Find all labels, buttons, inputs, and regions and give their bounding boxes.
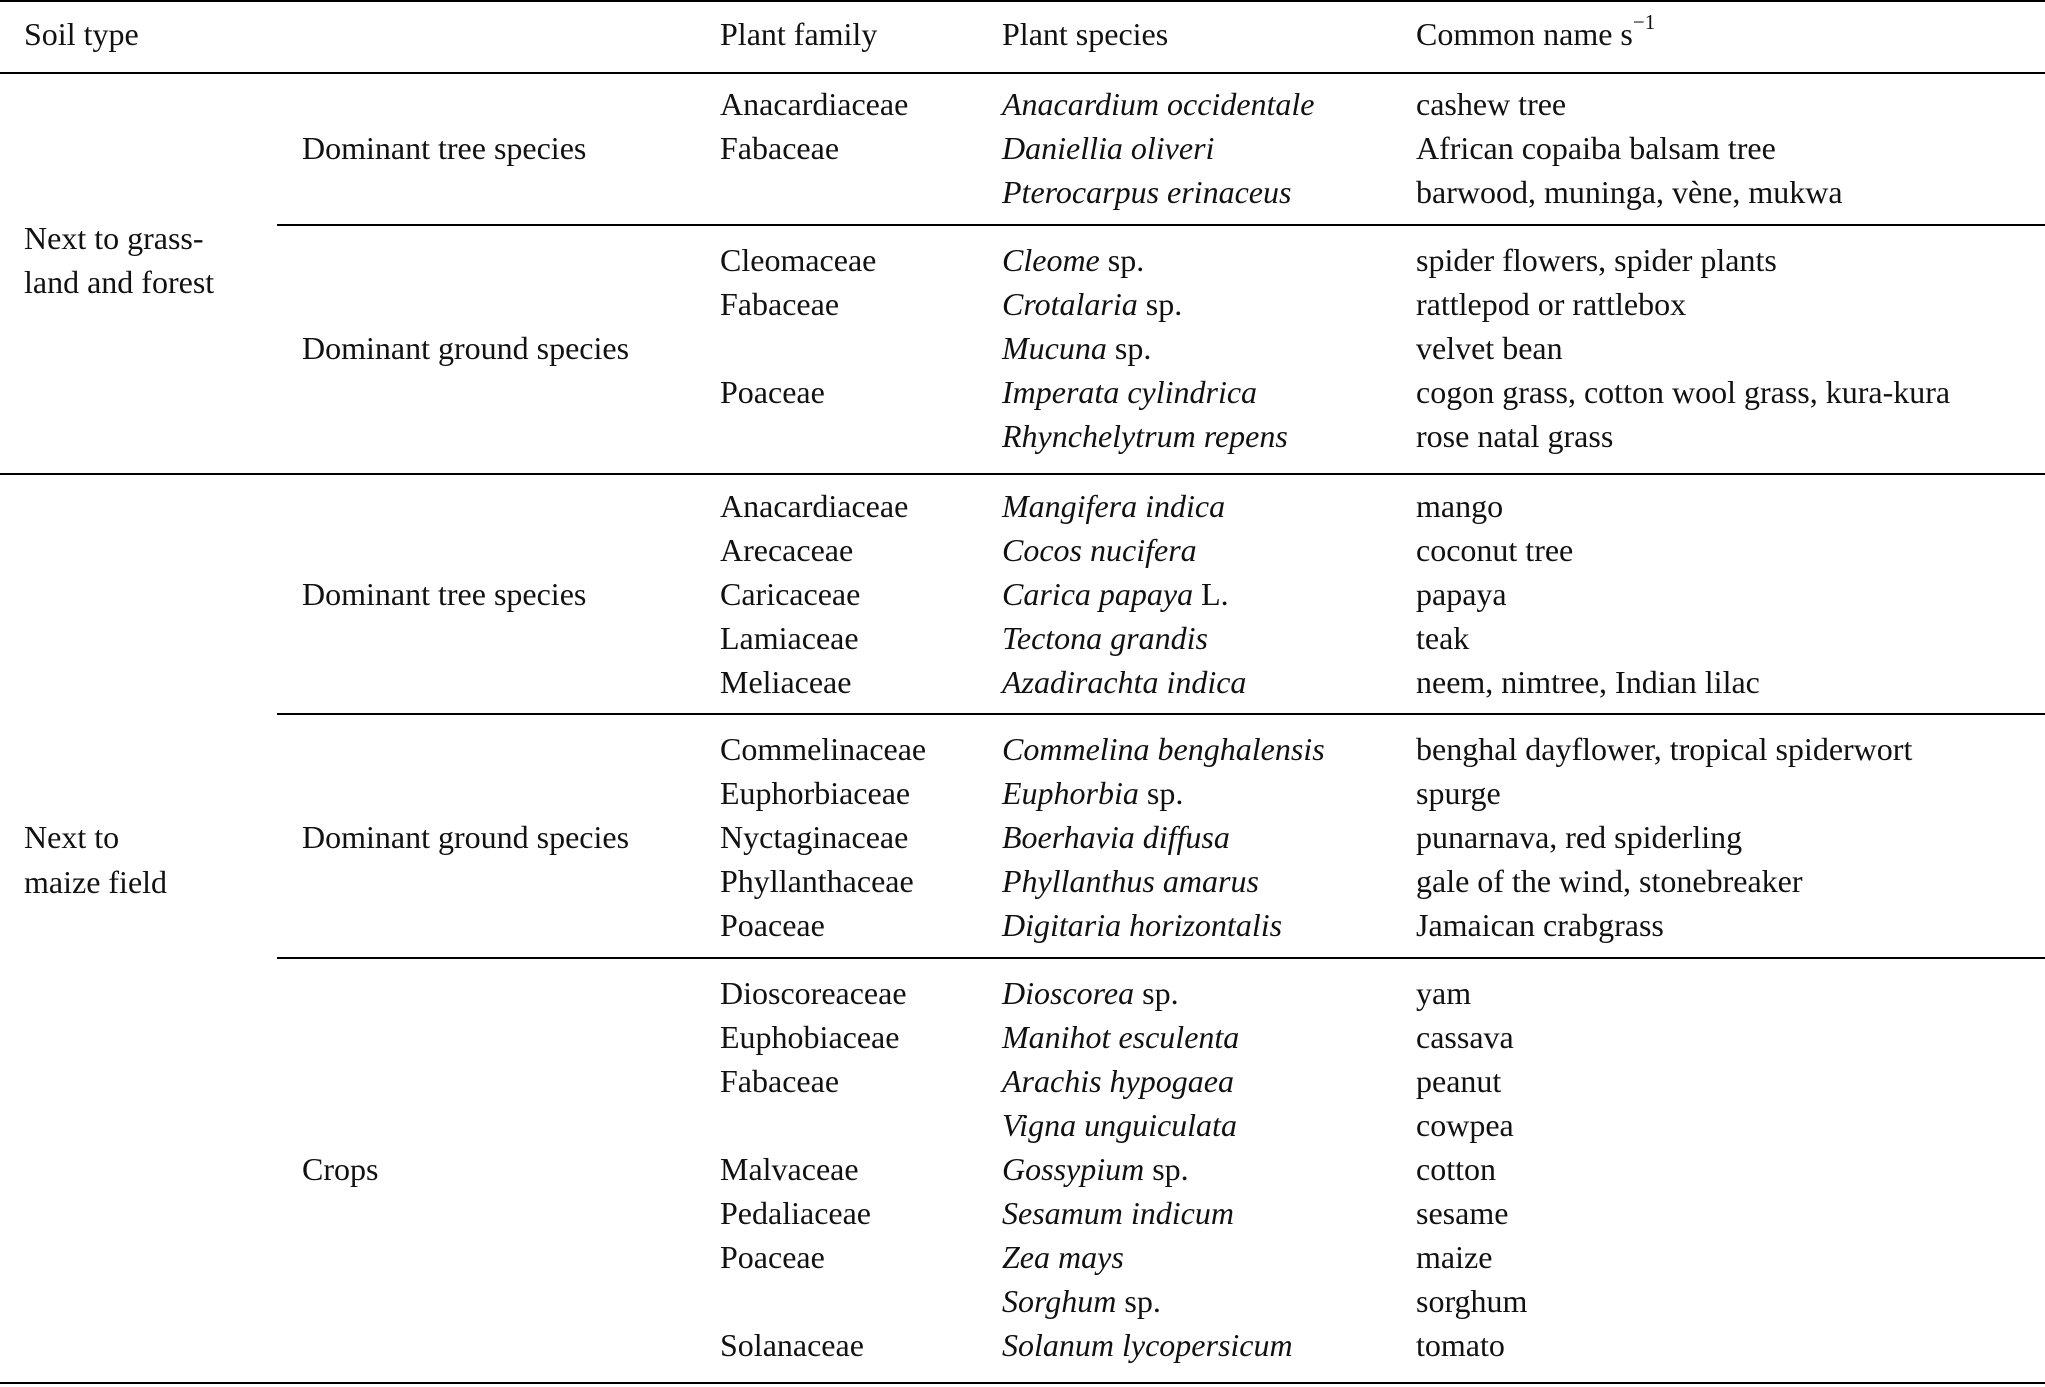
species-name: Crotalaria: [1002, 286, 1138, 322]
family-cell: Fabaceae: [720, 1063, 840, 1099]
common-name-cell: mango: [1416, 488, 1504, 524]
common-name-cell: peanut: [1416, 1063, 1502, 1099]
family-cell: Euphorbiaceae: [720, 775, 911, 811]
family-cell: Solanaceae: [720, 1327, 864, 1363]
family-cell: Malvaceae: [720, 1151, 859, 1187]
family-cell: Pedaliaceae: [720, 1195, 871, 1231]
common-name-cell: tomato: [1416, 1327, 1505, 1363]
common-name-cell: neem, nimtree, Indian lilac: [1416, 664, 1760, 700]
soil-type-group-1-line-2: land and forest: [24, 264, 215, 300]
species-name: Manihot esculenta: [1002, 1019, 1240, 1055]
common-name-cell: cashew tree: [1416, 86, 1567, 122]
family-cell: Poaceae: [720, 907, 825, 943]
family-cell: Poaceae: [720, 374, 825, 410]
family-cell: Lamiaceae: [720, 620, 859, 656]
header-plant-family: Plant family: [720, 16, 878, 52]
family-cell: Meliaceae: [720, 664, 852, 700]
species-name: Sesamum indicum: [1002, 1195, 1234, 1231]
common-name-cell: cotton: [1416, 1151, 1496, 1187]
category-label: Dominant ground species: [302, 330, 630, 366]
soil-type-group-2-line-2: maize field: [24, 864, 168, 900]
bottom-rule: [0, 1382, 2045, 1384]
species-cell: [1002, 1281, 1161, 1321]
category-label: Dominant ground species: [302, 819, 630, 855]
species-cell: [1002, 1325, 1293, 1365]
family-cell: Cleomaceae: [720, 242, 877, 278]
family-cell: Fabaceae: [720, 130, 840, 166]
species-name: Vigna unguiculata: [1002, 1107, 1237, 1143]
species-name: Pterocarpus erinaceus: [1002, 174, 1292, 210]
species-name: Anacardium occidentale: [1002, 86, 1315, 122]
common-name-cell: barwood, muninga, vène, mukwa: [1416, 174, 1843, 210]
family-cell: Anacardiaceae: [720, 86, 909, 122]
species-cell: [1002, 618, 1208, 658]
species-cell: [1002, 1193, 1234, 1233]
common-name-cell: sorghum: [1416, 1283, 1528, 1319]
species-cell: [1002, 486, 1225, 526]
soil-type-group-2-line-1: Next to: [24, 819, 120, 855]
species-cell: [1002, 172, 1291, 212]
common-name-cell: cassava: [1416, 1019, 1514, 1055]
species-name: Boerhavia diffusa: [1002, 819, 1230, 855]
common-name-cell: punarnava, red spiderling: [1416, 819, 1743, 855]
species-name: Imperata cylindrica: [1002, 374, 1258, 410]
header-soil-type: Soil type: [24, 16, 139, 52]
subgroup-rule: [277, 957, 2045, 959]
species-cell: [1002, 84, 1315, 124]
species-name: Dioscorea: [1002, 975, 1135, 1011]
common-name-cell: gale of the wind, stonebreaker: [1416, 863, 1803, 899]
category-label: Crops: [302, 1151, 379, 1187]
header-common-name-text: Common name s: [1416, 16, 1633, 52]
top-rule: [0, 0, 2045, 2]
common-name-cell: cowpea: [1416, 1107, 1514, 1143]
family-cell: Arecaceae: [720, 532, 854, 568]
species-cell: [1002, 1061, 1234, 1101]
species-cell: [1002, 1149, 1189, 1189]
common-name-cell: benghal dayflower, tropical spiderwort: [1416, 731, 1913, 767]
species-name: Azadirachta indica: [1002, 664, 1247, 700]
species-name: Daniellia oliveri: [1002, 130, 1215, 166]
species-name: Tectona grandis: [1002, 620, 1208, 656]
species-cell: [1002, 817, 1230, 857]
species-suffix: sp.: [1137, 286, 1183, 322]
common-name-cell: teak: [1416, 620, 1470, 656]
common-name-cell: papaya: [1416, 576, 1507, 612]
species-name: Mangifera indica: [1002, 488, 1226, 524]
species-cell: [1002, 1017, 1239, 1057]
family-cell: Fabaceae: [720, 286, 840, 322]
species-suffix: sp.: [1116, 1283, 1161, 1319]
family-cell: Nyctaginaceae: [720, 819, 909, 855]
header-common-name: [1416, 10, 1656, 54]
species-suffix: sp.: [1144, 1151, 1189, 1187]
species-name: Mucuna: [1002, 330, 1107, 366]
species-cell: [1002, 1237, 1124, 1277]
category-label: Dominant tree species: [302, 130, 587, 166]
family-cell: Euphobiaceae: [720, 1019, 900, 1055]
species-name: Sorghum: [1002, 1283, 1117, 1319]
common-name-cell: coconut tree: [1416, 532, 1574, 568]
species-cell: [1002, 773, 1183, 813]
species-cell: [1002, 372, 1257, 412]
species-cell: [1002, 905, 1282, 945]
species-cell: [1002, 284, 1182, 324]
species-suffix: sp.: [1099, 242, 1145, 278]
species-cell: [1002, 973, 1179, 1013]
species-cell: [1002, 240, 1144, 280]
common-name-cell: spurge: [1416, 775, 1501, 811]
species-cell: [1002, 861, 1259, 901]
species-name: Solanum lycopersicum: [1002, 1327, 1293, 1363]
species-suffix: sp.: [1134, 975, 1179, 1011]
common-name-cell: maize: [1416, 1239, 1493, 1275]
common-name-cell: velvet bean: [1416, 330, 1563, 366]
header-rule: [0, 72, 2045, 74]
species-name: Carica papaya: [1002, 576, 1194, 612]
common-name-cell: cogon grass, cotton wool grass, kura-kura: [1416, 374, 1951, 410]
common-name-cell: yam: [1416, 975, 1472, 1011]
family-cell: Poaceae: [720, 1239, 825, 1275]
species-name: Commelina benghalensis: [1002, 731, 1325, 767]
species-suffix: sp.: [1138, 775, 1184, 811]
common-name-cell: rose natal grass: [1416, 418, 1614, 454]
common-name-cell: spider flowers, spider plants: [1416, 242, 1777, 278]
family-cell: Caricaceae: [720, 576, 861, 612]
species-suffix: L.: [1193, 576, 1229, 612]
species-cell: [1002, 530, 1197, 570]
subgroup-rule: [277, 224, 2045, 226]
species-cell: [1002, 1105, 1237, 1145]
species-name: Rhynchelytrum repens: [1002, 418, 1288, 454]
species-cell: [1002, 729, 1325, 769]
species-cell: [1002, 574, 1229, 614]
family-cell: Phyllanthaceae: [720, 863, 914, 899]
species-cell: [1002, 328, 1151, 368]
group-rule: [0, 473, 2045, 475]
subgroup-rule: [277, 713, 2045, 715]
family-cell: Dioscoreaceae: [720, 975, 907, 1011]
category-label: Dominant tree species: [302, 576, 587, 612]
species-cell: [1002, 128, 1214, 168]
common-name-cell: sesame: [1416, 1195, 1509, 1231]
species-cell: [1002, 662, 1246, 702]
species-suffix: sp.: [1106, 330, 1152, 366]
common-name-cell: Jamaican crabgrass: [1416, 907, 1664, 943]
species-name: Arachis hypogaea: [1002, 1063, 1234, 1099]
species-name: Cocos nucifera: [1002, 532, 1197, 568]
species-cell: [1002, 416, 1288, 456]
header-common-name-superscript: −1: [1632, 10, 1656, 35]
common-name-cell: rattlepod or rattlebox: [1416, 286, 1687, 322]
species-name: Phyllanthus amarus: [1002, 863, 1259, 899]
header-plant-species: Plant species: [1002, 16, 1169, 52]
species-name: Euphorbia: [1002, 775, 1139, 811]
soil-type-group-1-line-1: Next to grass-: [24, 220, 204, 256]
species-name: Gossypium: [1002, 1151, 1145, 1187]
family-cell: Anacardiaceae: [720, 488, 909, 524]
species-name: Cleome: [1002, 242, 1100, 278]
species-name: Zea mays: [1002, 1239, 1124, 1275]
family-cell: Commelinaceae: [720, 731, 927, 767]
species-name: Digitaria horizontalis: [1002, 907, 1283, 943]
common-name-cell: African copaiba balsam tree: [1416, 130, 1776, 166]
